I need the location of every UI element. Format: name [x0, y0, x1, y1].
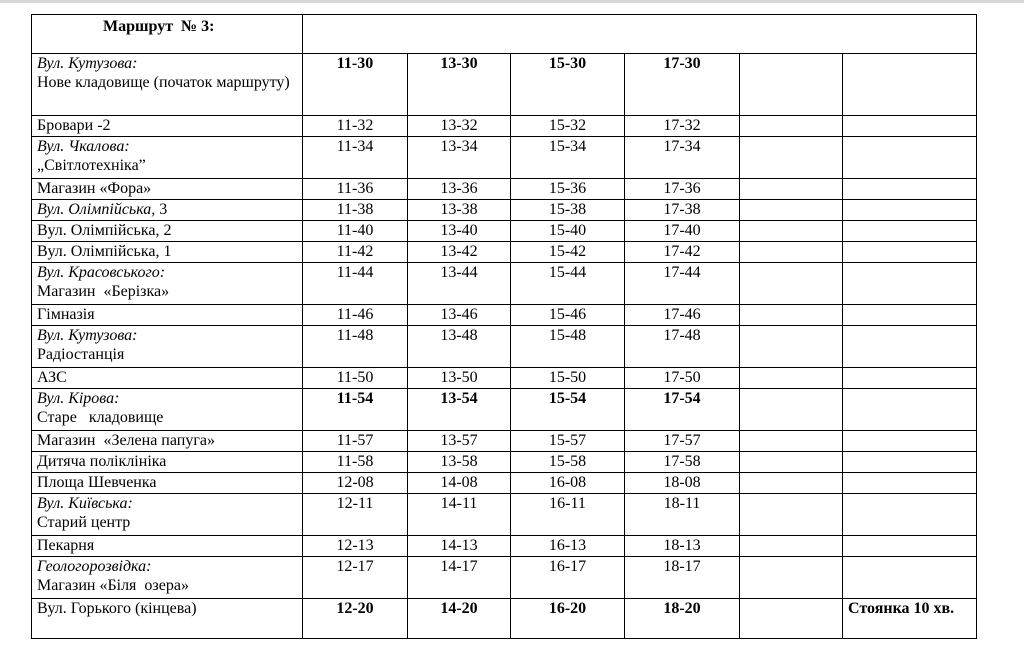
time-cell: 16-11	[511, 494, 625, 536]
time-cell: 15-57	[511, 431, 625, 452]
time-cell: 13-46	[408, 305, 511, 326]
time-cell: 12-17	[303, 557, 408, 599]
time-cell: 17-32	[625, 116, 740, 137]
time-cell: 11-46	[303, 305, 408, 326]
empty-cell	[740, 326, 843, 368]
time-cell: 13-38	[408, 200, 511, 221]
time-cell: 13-32	[408, 116, 511, 137]
stop-name: Вул. Олімпійська, 2	[37, 222, 172, 239]
time-cell: 14-11	[408, 494, 511, 536]
table-row	[32, 221, 977, 242]
street-name: Вул. Київська:	[37, 495, 133, 512]
empty-cell	[740, 494, 843, 536]
empty-cell	[843, 452, 977, 473]
time-cell: 13-36	[408, 179, 511, 200]
stop-cell	[32, 557, 303, 599]
time-cell: 16-20	[511, 599, 625, 639]
stop-name: Старий центр	[37, 514, 131, 531]
time-cell: 11-32	[303, 116, 408, 137]
time-cell: 15-54	[511, 389, 625, 431]
stop-name: Вул. Олімпійська, 1	[37, 243, 172, 260]
stop-cell	[32, 599, 303, 639]
table-row	[32, 389, 977, 431]
stop-name: Дитяча поліклініка	[37, 453, 167, 470]
table-row	[32, 431, 977, 452]
table-row	[32, 242, 977, 263]
stop-name: Бровари -2	[37, 117, 111, 134]
time-cell: 17-36	[625, 179, 740, 200]
empty-cell	[843, 389, 977, 431]
stop-cell	[32, 116, 303, 137]
table-row	[32, 599, 977, 639]
empty-cell	[843, 536, 977, 557]
empty-cell	[740, 54, 843, 116]
empty-cell	[740, 368, 843, 389]
empty-cell	[740, 137, 843, 179]
stop-cell	[32, 305, 303, 326]
time-cell: 13-48	[408, 326, 511, 368]
empty-cell	[843, 221, 977, 242]
street-name: Вул. Чкалова:	[37, 138, 130, 155]
street-name: Вул. Кутузова:	[37, 327, 138, 344]
table-row	[32, 494, 977, 536]
time-cell: 15-44	[511, 263, 625, 305]
time-cell: 11-40	[303, 221, 408, 242]
time-cell: 15-38	[511, 200, 625, 221]
time-cell: 13-40	[408, 221, 511, 242]
table-row	[32, 137, 977, 179]
empty-cell	[740, 431, 843, 452]
header-empty-cell	[303, 15, 977, 54]
empty-cell	[843, 368, 977, 389]
empty-cell	[843, 179, 977, 200]
street-name: Вул. Красовського:	[37, 264, 166, 281]
time-cell: 15-42	[511, 242, 625, 263]
time-cell: 11-34	[303, 137, 408, 179]
time-cell: 17-44	[625, 263, 740, 305]
time-cell: 14-13	[408, 536, 511, 557]
time-cell: 11-50	[303, 368, 408, 389]
stop-name: Площа Шевченка	[37, 474, 157, 491]
empty-cell	[843, 137, 977, 179]
stop-name: Нове кладовище (початок маршруту)	[37, 74, 290, 91]
stop-cell	[32, 431, 303, 452]
time-cell: 17-46	[625, 305, 740, 326]
stop-cell	[32, 452, 303, 473]
time-cell: 13-54	[408, 389, 511, 431]
table-row	[32, 200, 977, 221]
time-cell: 11-30	[303, 54, 408, 116]
time-cell: 17-58	[625, 452, 740, 473]
empty-cell	[740, 452, 843, 473]
stop-cell	[32, 494, 303, 536]
empty-cell	[740, 116, 843, 137]
street-name: Вул. Кутузова:	[37, 55, 138, 72]
time-cell: 17-54	[625, 389, 740, 431]
empty-cell	[740, 473, 843, 494]
header-row	[32, 15, 977, 54]
stop-cell	[32, 200, 303, 221]
table-row	[32, 116, 977, 137]
empty-cell	[843, 116, 977, 137]
stop-name: „Світлотехніка”	[37, 157, 146, 174]
time-cell: 18-20	[625, 599, 740, 639]
time-cell: 11-57	[303, 431, 408, 452]
stop-cell	[32, 242, 303, 263]
empty-cell	[843, 557, 977, 599]
empty-cell	[843, 494, 977, 536]
empty-cell	[740, 305, 843, 326]
stop-cell	[32, 326, 303, 368]
stop-cell	[32, 137, 303, 179]
time-cell: 14-20	[408, 599, 511, 639]
stop-cell	[32, 473, 303, 494]
time-cell: 13-50	[408, 368, 511, 389]
time-cell: 15-30	[511, 54, 625, 116]
time-cell: 15-32	[511, 116, 625, 137]
time-cell: 17-34	[625, 137, 740, 179]
time-cell: 13-34	[408, 137, 511, 179]
time-cell: 15-58	[511, 452, 625, 473]
time-cell: 11-38	[303, 200, 408, 221]
stop-cell	[32, 54, 303, 116]
time-cell: 16-17	[511, 557, 625, 599]
empty-cell	[740, 536, 843, 557]
empty-cell	[740, 263, 843, 305]
time-cell: 11-54	[303, 389, 408, 431]
time-cell: 17-42	[625, 242, 740, 263]
time-cell: 12-20	[303, 599, 408, 639]
table-row	[32, 368, 977, 389]
stop-cell	[32, 536, 303, 557]
time-cell: 15-50	[511, 368, 625, 389]
time-cell: 17-57	[625, 431, 740, 452]
empty-cell	[843, 263, 977, 305]
stop-name: Пекарня	[37, 537, 95, 554]
time-cell: 17-38	[625, 200, 740, 221]
time-cell: 11-58	[303, 452, 408, 473]
stop-name: Гімназія	[37, 306, 95, 323]
table-row	[32, 536, 977, 557]
time-cell: 17-30	[625, 54, 740, 116]
time-cell: 15-40	[511, 221, 625, 242]
time-cell: 17-50	[625, 368, 740, 389]
time-cell: 12-13	[303, 536, 408, 557]
page-top-rule	[0, 0, 1024, 3]
stop-cell	[32, 368, 303, 389]
route-schedule-table	[31, 14, 977, 639]
empty-cell	[843, 326, 977, 368]
stop-name: Магазин «Фора»	[37, 180, 152, 197]
time-cell: 15-48	[511, 326, 625, 368]
stop-cell	[32, 263, 303, 305]
table-row	[32, 179, 977, 200]
time-cell: 17-40	[625, 221, 740, 242]
empty-cell	[843, 242, 977, 263]
time-cell: 15-36	[511, 179, 625, 200]
table-row	[32, 326, 977, 368]
stop-name: Магазин «Біля озера»	[37, 577, 189, 594]
empty-cell	[843, 54, 977, 116]
time-cell: 13-57	[408, 431, 511, 452]
table-row	[32, 473, 977, 494]
empty-cell	[843, 305, 977, 326]
time-cell: 16-08	[511, 473, 625, 494]
stop-name: Магазин «Берізка»	[37, 283, 170, 300]
time-cell: 14-08	[408, 473, 511, 494]
time-cell: 12-08	[303, 473, 408, 494]
stop-name: Магазин «Зелена папуга»	[37, 432, 215, 449]
empty-cell	[740, 221, 843, 242]
time-cell: 15-34	[511, 137, 625, 179]
empty-cell	[740, 389, 843, 431]
stop-cell	[32, 389, 303, 431]
empty-cell	[740, 242, 843, 263]
time-cell: 18-11	[625, 494, 740, 536]
table-row	[32, 263, 977, 305]
time-cell: 16-13	[511, 536, 625, 557]
empty-cell	[740, 599, 843, 639]
time-cell: 13-42	[408, 242, 511, 263]
street-name: Геологорозвідка:	[37, 558, 152, 575]
stop-cell	[32, 179, 303, 200]
time-cell: 11-42	[303, 242, 408, 263]
table-row	[32, 305, 977, 326]
empty-cell	[843, 431, 977, 452]
time-cell: 15-46	[511, 305, 625, 326]
time-cell: 18-13	[625, 536, 740, 557]
time-cell: 13-58	[408, 452, 511, 473]
stop-name: Вул. Горького (кінцева)	[37, 600, 197, 617]
stop-cell	[32, 221, 303, 242]
empty-cell	[843, 473, 977, 494]
time-cell: 18-17	[625, 557, 740, 599]
empty-cell	[740, 179, 843, 200]
street-name: Вул. Кірова:	[37, 390, 120, 407]
empty-cell	[740, 200, 843, 221]
time-cell: 13-44	[408, 263, 511, 305]
street-name: Вул. Олімпійська,	[37, 201, 156, 218]
time-cell: 14-17	[408, 557, 511, 599]
route-title: Маршрут № 3:	[103, 18, 215, 35]
layover-note: Стоянка 10 хв.	[843, 599, 977, 639]
stop-name: Радіостанція	[37, 346, 125, 363]
time-cell: 13-30	[408, 54, 511, 116]
time-cell: 17-48	[625, 326, 740, 368]
time-cell: 11-44	[303, 263, 408, 305]
route-header-cell	[32, 15, 303, 54]
table-row	[32, 452, 977, 473]
empty-cell	[740, 557, 843, 599]
time-cell: 12-11	[303, 494, 408, 536]
time-cell: 11-36	[303, 179, 408, 200]
empty-cell	[843, 200, 977, 221]
table-row	[32, 54, 977, 116]
stop-name: Старе кладовище	[37, 409, 164, 426]
table-row	[32, 557, 977, 599]
time-cell: 18-08	[625, 473, 740, 494]
time-cell: 11-48	[303, 326, 408, 368]
street-number: 3	[155, 201, 168, 218]
stop-name: АЗС	[37, 369, 67, 386]
